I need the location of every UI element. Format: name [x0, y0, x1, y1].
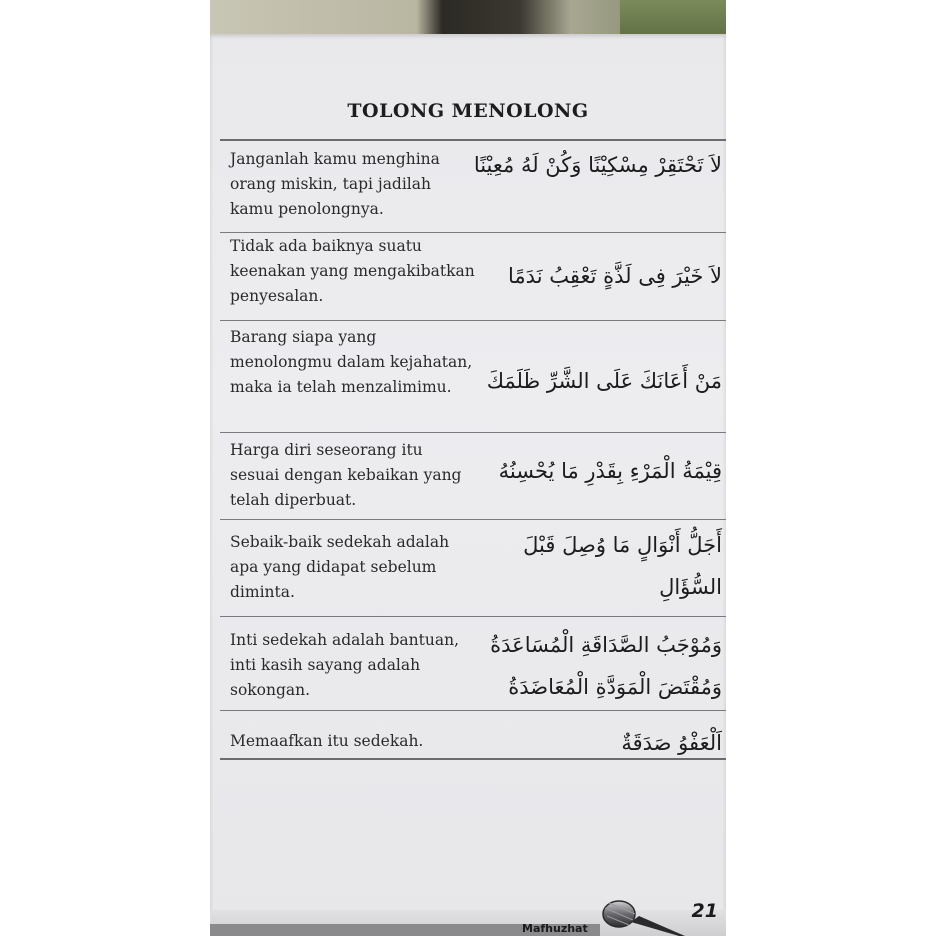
row-6-indonesian: Inti sedekah adalah bantuan, inti kasih sayang adalah sokongan. [230, 631, 460, 699]
row-5-indonesian: Sebaik-baik sedekah adalah apa yang didapat sebelum diminta. [230, 533, 450, 601]
row-4-indonesian: Harga diri seseorang itu sesuai dengan kebaikan yang telah diperbuat. [230, 441, 462, 509]
row-2-indonesian: Tidak ada baiknya suatu keenakan yang mengakibatkan penyesalan. [230, 237, 475, 305]
row-divider [220, 710, 726, 711]
row-divider [220, 519, 726, 520]
book-page [210, 34, 726, 936]
row-2-arabic: لاَ خَيْرَ فِى لَذَّةٍ تَعْقِبُ نَدَمًا [508, 264, 722, 288]
row-5-arabic: أَجَلُّ أَنْوَالٍ مَا وُصِلَ قَبْلَ السُّؤَالِ [523, 533, 722, 599]
row-divider [220, 432, 726, 433]
row-6-arabic: وَمُوْجَبُ الصَّدَاقَةِ الْمُسَاعَدَةُ وَمُقْتَضَ الْمَوَدَّةِ الْمُعَاضَدَةُ [490, 633, 722, 699]
microphone-icon [595, 894, 685, 936]
page-number: 21 [691, 900, 718, 922]
row-divider [220, 320, 726, 321]
row-divider [220, 232, 726, 233]
row-3-indonesian: Barang siapa yang menolongmu dalam kejahatan, maka ia telah menzalimimu. [230, 328, 473, 396]
row-1-arabic: لاَ تَحْتَقِرْ مِسْكِيْنًا وَكُنْ لَهُ مُعِيْنًا [473, 153, 722, 177]
row-7-indonesian: Memaafkan itu sedekah. [230, 732, 424, 750]
row-4-arabic: قِيْمَةُ الْمَرْءِ بِقَدْرِ مَا يُحْسِنُهُ [498, 459, 722, 483]
row-divider [220, 616, 726, 617]
page-title: TOLONG MENOLONG [347, 100, 589, 122]
row-1-indonesian: Janganlah kamu menghina orang miskin, tapi jadilah kamu penolongnya. [230, 150, 440, 218]
table-bottom-rule [220, 758, 726, 760]
footer-label: Mafhuzhat [522, 922, 588, 935]
row-3-arabic: مَنْ أَعَانَكَ عَلَى الشَّرِّ ظَلَمَكَ [486, 369, 722, 393]
row-7-arabic: اَلْعَفْوُ صَدَقَةٌ [621, 731, 722, 755]
table-top-rule [220, 139, 726, 141]
